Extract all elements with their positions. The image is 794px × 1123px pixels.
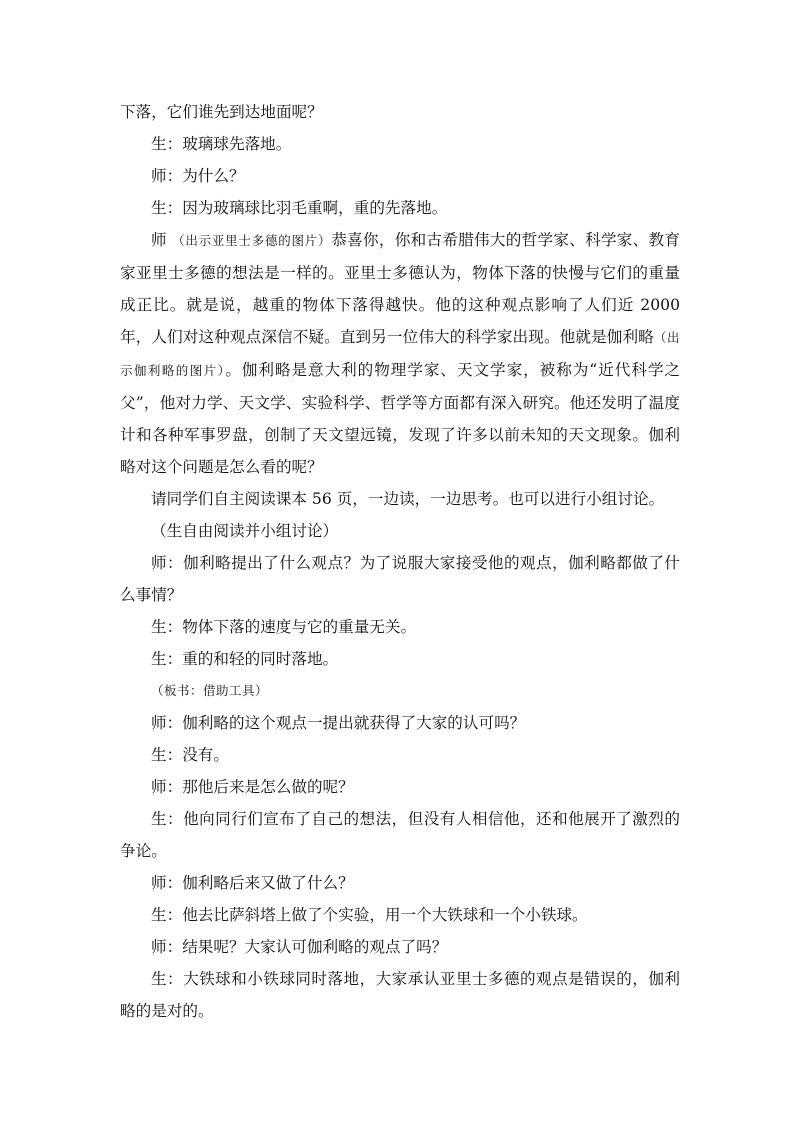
stage-direction: （出示伽利略的图片） bbox=[120, 330, 680, 378]
paragraph: 请同学们自主阅读课本 56 页，一边读，一边思考。也可以进行小组讨论。 bbox=[151, 490, 665, 508]
paragraph: 生：重的和轻的同时落地。 bbox=[151, 650, 339, 668]
paragraph: （生自由阅读并小组讨论） bbox=[151, 522, 339, 540]
paragraph: 师：为什么？ bbox=[151, 167, 245, 185]
paragraph: 生：没有。 bbox=[151, 746, 229, 764]
paragraph bbox=[120, 224, 680, 483]
paragraph: 师：伽利略后来又做了什么？ bbox=[151, 874, 354, 892]
board-note: （板书：借助工具） bbox=[151, 683, 269, 698]
paragraph: 师：结果呢？大家认可伽利略的观点了吗？ bbox=[151, 938, 448, 956]
paragraph: 生：物体下落的速度与它的重量无关。 bbox=[151, 618, 417, 636]
paragraph-text: 恭喜你，你和古希腊伟大的哲学家、科学家、教育家亚里士多德的想法是一样的。亚里士多德认为，物体下落的快慢与它们的重量成正比。就是说，越重的物体下落得越快。他的这种观点影响了人们近 2000 年，人们对这种观点深信不疑。直到另一位伟大的科学家出现。他就是伽利略 bbox=[120, 231, 680, 346]
paragraph: 师：伽利略提出了什么观点？为了说服大家接受他的观点，伽利略都做了什么事情？ bbox=[120, 554, 680, 604]
paragraph: 生：玻璃球先落地。 bbox=[151, 135, 292, 153]
paragraph: 生：大铁球和小铁球同时落地，大家承认亚里士多德的观点是错误的，伽利略的是对的。 bbox=[120, 970, 680, 1020]
speaker-label: 师 bbox=[151, 231, 173, 249]
paragraph: 下落，它们谁先到达地面呢？ bbox=[120, 103, 323, 121]
paragraph: 师：伽利略的这个观点一提出就获得了大家的认可吗？ bbox=[151, 714, 526, 732]
document-body bbox=[120, 96, 680, 1027]
paragraph: 生：他去比萨斜塔上做了个实验，用一个大铁球和一个小铁球。 bbox=[151, 906, 588, 924]
paragraph: 师：那他后来是怎么做的呢？ bbox=[151, 778, 354, 796]
paragraph-text: 。伽利略是意大利的物理学家、天文学家，被称为“近代科学之父”，他对力学、天文学、实验科学、哲学等方面都有深入研究。他还发明了温度计和各种军事罗盘，创制了天文望远镜，发现了许多以前未知的天文现象。伽利略对这个问题是怎么看的呢？ bbox=[120, 361, 680, 476]
paragraph: 生：因为玻璃球比羽毛重啊，重的先落地。 bbox=[151, 199, 448, 217]
stage-direction: （出示亚里士多德的图片） bbox=[172, 233, 332, 248]
paragraph: 生：他向同行们宣布了自己的想法，但没有人相信他，还和他展开了激烈的争论。 bbox=[120, 810, 680, 860]
